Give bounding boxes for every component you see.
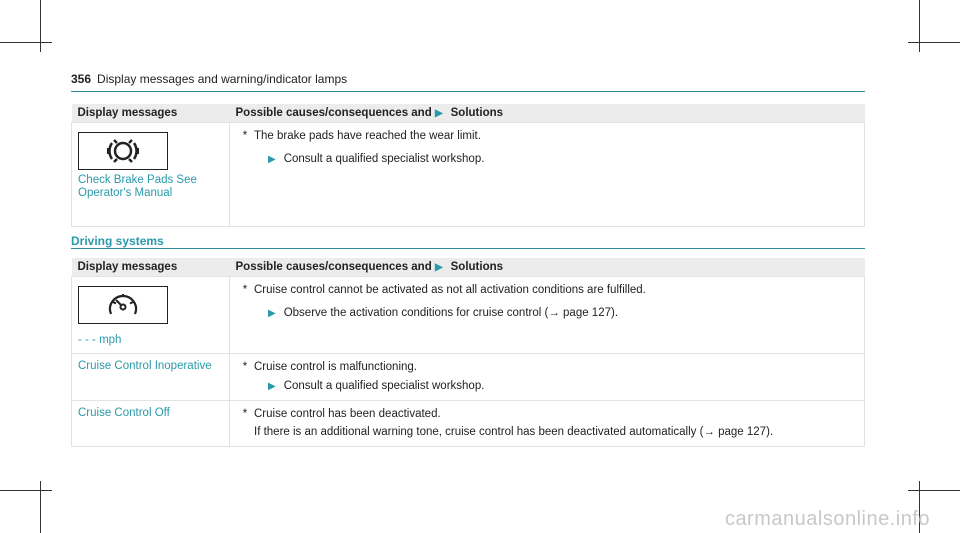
column-header: Display messages: [72, 258, 230, 277]
driving-systems-table: [71, 258, 865, 447]
page-number: 356: [71, 72, 92, 86]
table-header-row: [72, 258, 865, 277]
cause-text: * The brake pads have reached the wear limit.: [242, 130, 481, 142]
solution-cell: [230, 354, 865, 401]
message-label: Check Brake Pads See Operator's Manual: [78, 174, 197, 199]
cause-text: * Cruise control has been deactivated.: [242, 408, 441, 420]
header-divider: [71, 91, 865, 92]
speedometer-icon: [78, 286, 168, 324]
action-text: ▶ Observe the activation conditions for cruise control (→ page 127).: [268, 307, 619, 319]
crop-mark: [40, 0, 41, 52]
arrow-icon: ▶: [268, 381, 276, 392]
cause-text: * Cruise control cannot be activated as not all activation conditions are fulfilled.: [242, 284, 646, 296]
table-row: [72, 123, 865, 227]
crop-mark: [919, 0, 920, 52]
ref-arrow-icon: →: [703, 426, 715, 438]
arrow-icon: ▶: [434, 108, 443, 119]
section-title: Driving systems: [71, 234, 164, 248]
column-header: Possible causes/consequences and ▶ Solutions: [230, 104, 865, 123]
solution-cell: [230, 277, 865, 354]
cause-extra-text: If there is an additional warning tone, cruise control has been deactivated automatically (→ page 127).: [254, 426, 774, 438]
arrow-icon: ▶: [268, 154, 276, 165]
crop-mark: [0, 42, 52, 43]
crop-mark: [0, 490, 52, 491]
message-label: - - - mph: [78, 334, 122, 346]
display-message-cell: [72, 277, 230, 354]
ref-arrow-icon: →: [548, 307, 560, 319]
table-row: [72, 277, 865, 354]
message-label: Cruise Control Off: [72, 401, 230, 447]
action-text: ▶ Consult a qualified specialist workshop.: [268, 153, 485, 165]
page-reference[interactable]: page 127).: [563, 307, 619, 319]
page-title: Display messages and warning/indicator lamps: [97, 72, 348, 86]
message-label: Cruise Control Inoperative: [72, 354, 230, 401]
section-divider: [71, 248, 865, 249]
table-header-row: [72, 104, 865, 123]
column-header: Possible causes/consequences and ▶ Solutions: [230, 258, 865, 277]
watermark: carmanualsonline.info: [724, 508, 930, 530]
crop-mark: [908, 490, 960, 491]
cause-text: * Cruise control is malfunctioning.: [242, 361, 417, 373]
solution-cell: [230, 401, 865, 447]
brake-warning-icon: [78, 132, 168, 170]
crop-mark: [40, 481, 41, 533]
arrow-icon: ▶: [434, 262, 443, 273]
column-header: Display messages: [72, 104, 230, 123]
table-row: [72, 354, 865, 401]
table-row: [72, 401, 865, 447]
display-message-cell: [72, 123, 230, 227]
brake-messages-table: [71, 104, 865, 227]
page-reference[interactable]: page 127).: [718, 426, 774, 438]
crop-mark: [908, 42, 960, 43]
page-header: [71, 72, 865, 92]
action-text: ▶ Consult a qualified specialist workshop.: [268, 380, 485, 392]
arrow-icon: ▶: [268, 308, 276, 319]
solution-cell: [230, 123, 865, 227]
